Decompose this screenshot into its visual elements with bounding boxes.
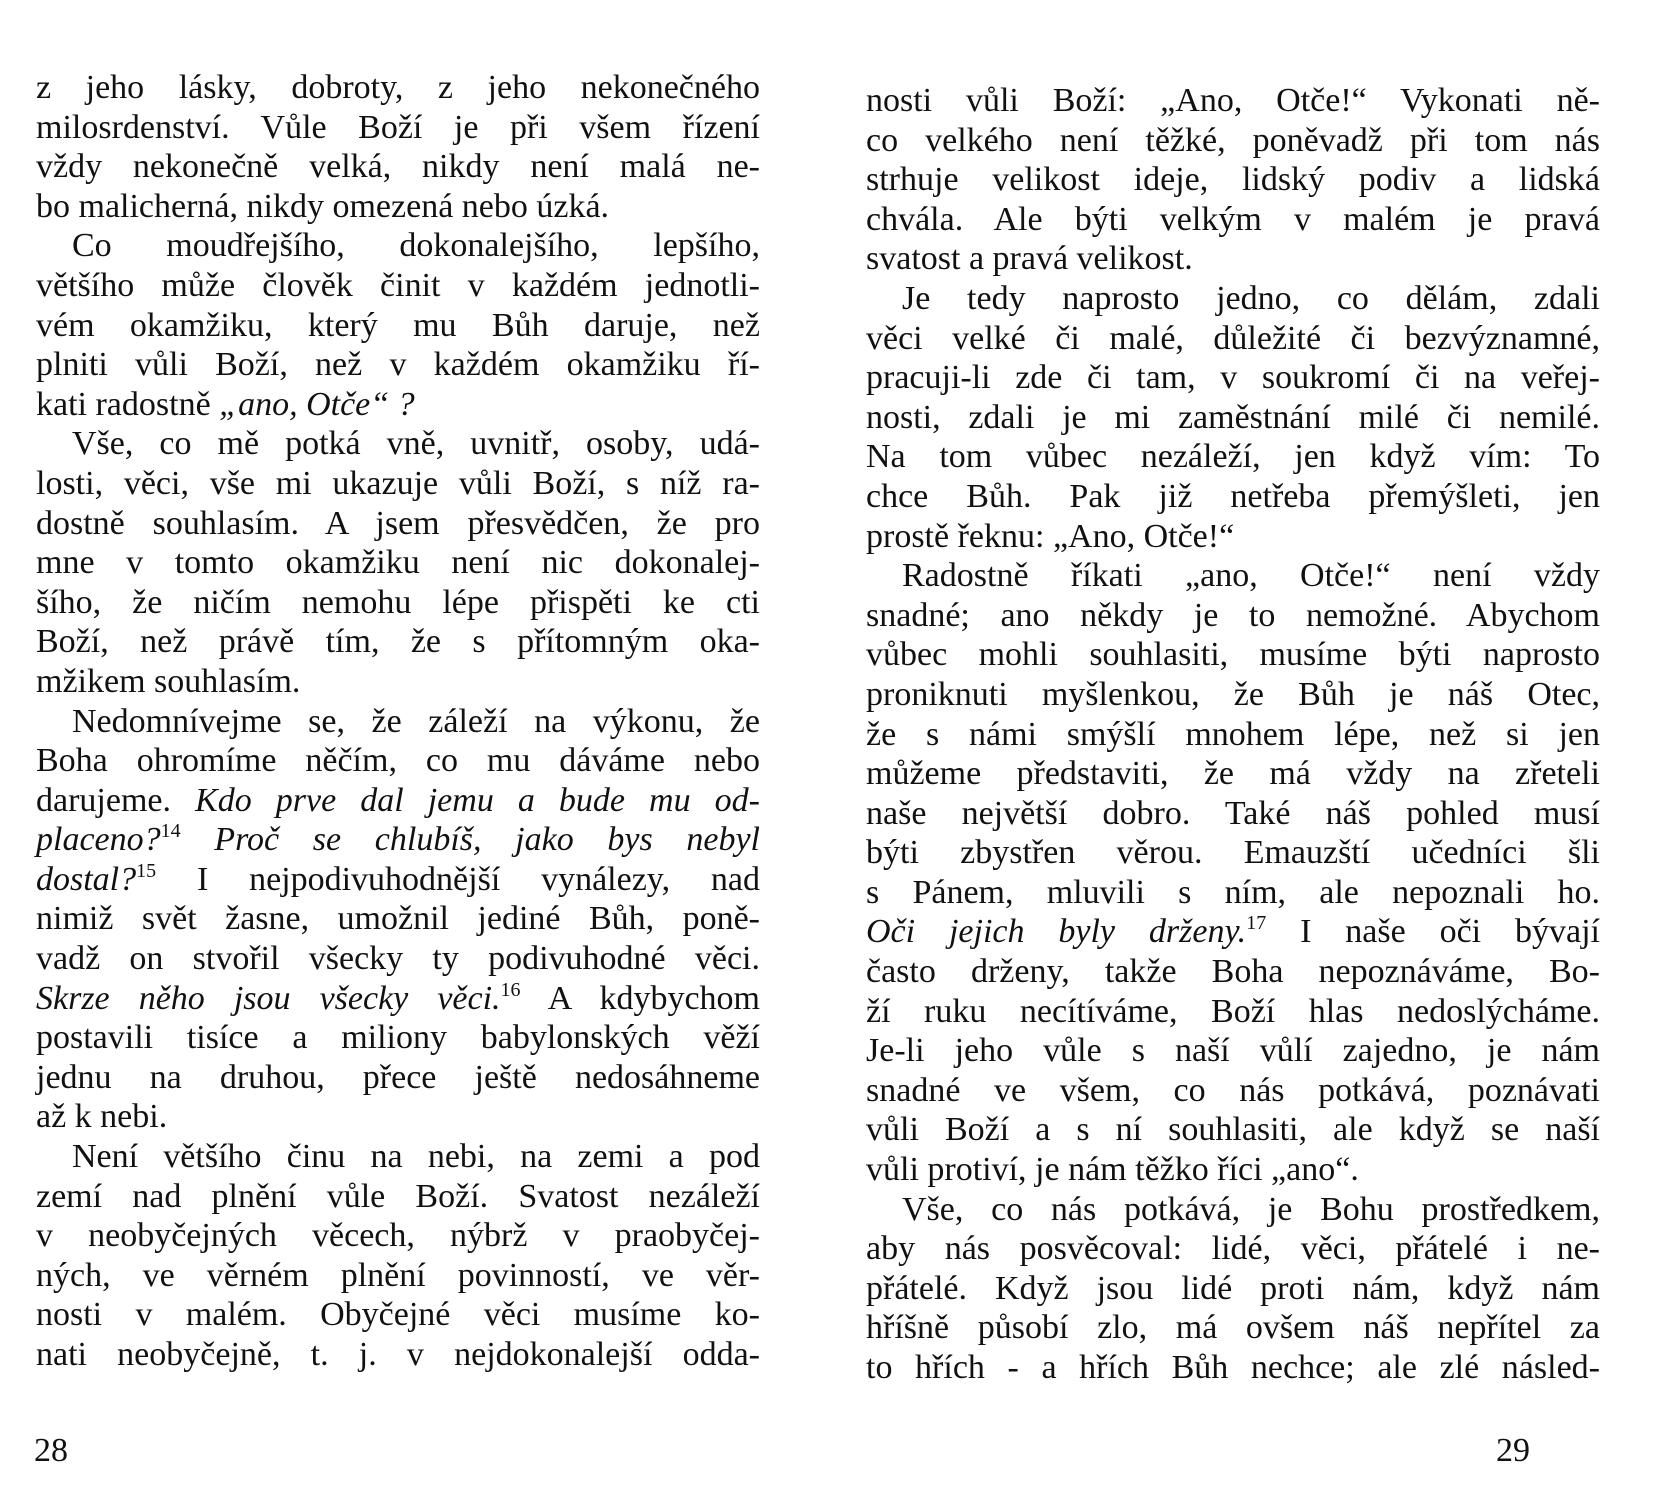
text-line xyxy=(866,715,1600,755)
text-segment: s Pánem, mluvili s ním, ale nepoznali ho. xyxy=(866,873,1600,911)
text-segment: dostně souhlasím. A jsem přesvědčen, že pro xyxy=(36,504,760,542)
text-segment: šího, že ničím nemohu lépe přispěti ke cti xyxy=(36,583,760,621)
text-line xyxy=(36,68,760,108)
text-line xyxy=(866,1269,1600,1309)
text-line xyxy=(866,1348,1600,1388)
text-line xyxy=(866,833,1600,873)
text-line xyxy=(866,279,1600,319)
text-line xyxy=(36,424,760,464)
text-segment: můžeme představiti, že má vždy na zřeteli xyxy=(866,755,1600,793)
text-line xyxy=(866,121,1600,161)
text-line xyxy=(36,1018,760,1058)
text-segment: přátelé. Když jsou lidé proti nám, když nám xyxy=(866,1269,1600,1307)
text-segment: Vše, co nás potkává, je Bohu prostředkem, xyxy=(902,1190,1600,1228)
text-segment: nosti, zdali je mi zaměstnání milé či nemilé. xyxy=(866,398,1600,436)
text-segment: Není většího činu na nebi, na zemi a pod xyxy=(72,1138,760,1176)
text-segment: darujeme. xyxy=(36,781,196,819)
text-segment: svatost a pravá velikost. xyxy=(866,240,1193,278)
text-line xyxy=(36,583,760,623)
text-line xyxy=(36,504,760,544)
text-segment: mne v tomto okamžiku není nic dokonalej- xyxy=(36,544,760,582)
text-segment: z jeho lásky, dobroty, z jeho nekonečného xyxy=(36,69,760,106)
text-line xyxy=(36,187,760,227)
right-page xyxy=(836,0,1600,1501)
text-line xyxy=(866,239,1600,279)
italic-quote: placeno? xyxy=(36,821,161,859)
text-segment: pracuji-li zde či tam, v soukromí či na veřej- xyxy=(866,359,1600,397)
text-segment: strhuje velikost ideje, lidský podiv a lidská xyxy=(866,161,1600,199)
text-segment: bo malicherná, nikdy omezená nebo úzká. xyxy=(36,187,610,225)
text-line xyxy=(36,820,760,860)
text-segment: většího může člověk činit v každém jednotli- xyxy=(36,266,760,304)
text-line xyxy=(36,622,760,662)
text-segment: to hřích - a hřích Bůh nechce; ale zlé násled- xyxy=(866,1349,1600,1386)
footnote-marker: 14 xyxy=(160,820,181,843)
text-line xyxy=(36,899,760,939)
text-line xyxy=(36,939,760,979)
text-segment: vždy nekonečně velká, nikdy není malá ne- xyxy=(36,148,760,186)
left-page-number: 28 xyxy=(34,1432,68,1469)
text-segment: Co moudřejšího, dokonalejšího, lepšího, xyxy=(72,227,760,265)
text-segment: býti zbystřen věrou. Emauzští učedníci šli xyxy=(866,834,1600,872)
text-line xyxy=(866,952,1600,992)
text-line xyxy=(36,1177,760,1217)
text-line xyxy=(36,979,760,1019)
text-segment: prostě řeknu: „Ano, Otče!“ xyxy=(866,517,1235,555)
footnote-marker: 17 xyxy=(1246,912,1267,935)
text-line xyxy=(866,635,1600,675)
text-line xyxy=(36,1137,760,1177)
text-line xyxy=(866,358,1600,398)
text-segment: Vše, co mě potká vně, uvnitř, osoby, udá- xyxy=(72,425,760,463)
text-segment: věci velké či malé, důležité či bezvýznamné, xyxy=(866,319,1600,357)
text-line xyxy=(36,781,760,821)
text-segment: vůli protiví, je nám těžko říci „ano“. xyxy=(866,1151,1359,1189)
text-line xyxy=(36,741,760,781)
left-page-text xyxy=(36,68,760,1375)
text-line xyxy=(36,1216,760,1256)
text-segment: Nedomnívejme se, že záleží na výkonu, že xyxy=(72,702,760,740)
text-line xyxy=(866,675,1600,715)
text-line xyxy=(866,1031,1600,1071)
text-line xyxy=(866,517,1600,557)
text-segment: až k nebi. xyxy=(36,1098,168,1136)
text-segment: nimiž svět žasne, umožnil jediné Bůh, poně- xyxy=(36,900,760,938)
text-line xyxy=(36,464,760,504)
italic-quote: Proč se chlubíš, jako bys nebyl xyxy=(180,821,760,859)
text-line xyxy=(36,543,760,583)
text-segment: vadž on stvořil všecky ty podivuhodné věci. xyxy=(36,940,760,978)
text-segment: Boží, než právě tím, že s přítomným oka- xyxy=(36,623,760,661)
text-line xyxy=(36,147,760,187)
text-line xyxy=(866,1229,1600,1269)
text-line xyxy=(36,1097,760,1137)
text-segment: ží ruku necítíváme, Boží hlas nedoslýcháme. xyxy=(866,992,1600,1030)
footnote-marker: 15 xyxy=(136,859,157,882)
text-line xyxy=(36,345,760,385)
left-page xyxy=(0,0,760,1501)
text-line xyxy=(36,108,760,148)
text-line xyxy=(866,1190,1600,1230)
text-segment: postavili tisíce a miliony babylonských věží xyxy=(36,1019,760,1057)
text-segment: I nejpodivuhodnější vynálezy, nad xyxy=(156,860,760,898)
text-line xyxy=(36,1058,760,1098)
text-segment: zemí nad plnění vůle Boží. Svatost nezáleží xyxy=(36,1177,760,1215)
text-line xyxy=(866,1110,1600,1150)
text-segment: plniti vůli Boží, než v každém okamžiku ří- xyxy=(36,346,760,384)
text-segment: chce Bůh. Pak již netřeba přemýšleti, jen xyxy=(866,477,1600,515)
text-line xyxy=(866,912,1600,952)
text-line xyxy=(36,385,760,425)
text-line xyxy=(866,81,1600,121)
italic-quote: Oči jejich byly drženy. xyxy=(866,913,1247,951)
text-line xyxy=(866,1071,1600,1111)
text-segment: naše největší dobro. Také náš pohled musí xyxy=(866,794,1600,832)
text-line xyxy=(866,477,1600,517)
text-line xyxy=(36,1256,760,1296)
text-line xyxy=(866,1308,1600,1348)
italic-quote: dostal? xyxy=(36,860,137,898)
text-line xyxy=(36,702,760,742)
text-line xyxy=(36,226,760,266)
text-segment: co velkého není těžké, poněvadž při tom nás xyxy=(866,121,1600,159)
text-segment: kati radostně xyxy=(36,385,220,423)
text-segment: Je-li jeho vůle s naší vůlí zajedno, je nám xyxy=(866,1032,1600,1070)
text-segment: Na tom vůbec nezáleží, jen když vím: To xyxy=(866,438,1600,476)
italic-quote: Skrze něho jsou všecky věci. xyxy=(36,979,501,1017)
right-page-text xyxy=(866,81,1600,1388)
text-segment: nosti v malém. Obyčejné věci musíme ko- xyxy=(36,1296,760,1334)
text-segment: často drženy, takže Boha nepoznáváme, Bo- xyxy=(866,953,1600,991)
text-line xyxy=(36,662,760,702)
text-segment: ných, ve věrném plnění povinností, ve věr- xyxy=(36,1256,760,1294)
text-segment: proniknuti myšlenkou, že Bůh je náš Otec, xyxy=(866,675,1600,713)
text-segment: nosti vůli Boží: „Ano, Otče!“ Vykonati ně- xyxy=(866,82,1600,119)
text-line xyxy=(866,200,1600,240)
text-segment: chvála. Ale býti velkým v malém je pravá xyxy=(866,200,1600,238)
text-segment: snadné; ano někdy je to nemožné. Abychom xyxy=(866,596,1600,634)
text-line xyxy=(36,860,760,900)
text-segment: Je tedy naprosto jedno, co dělám, zdali xyxy=(902,279,1600,317)
text-segment: vůli Boží a s ní souhlasiti, ale když se naší xyxy=(866,1111,1600,1149)
text-line xyxy=(36,266,760,306)
text-line xyxy=(866,556,1600,596)
footnote-marker: 16 xyxy=(500,978,521,1001)
text-segment: milosrdenství. Vůle Boží je při všem řízení xyxy=(36,108,760,146)
text-segment: I naše oči bývají xyxy=(1266,913,1600,951)
text-segment: mžikem souhlasím. xyxy=(36,662,301,700)
text-segment: vém okamžiku, který mu Bůh daruje, než xyxy=(36,306,760,344)
text-line xyxy=(36,306,760,346)
text-segment: vůbec mohli souhlasiti, musíme býti naprosto xyxy=(866,636,1600,674)
text-segment: Radostně říkati „ano, Otče!“ není vždy xyxy=(902,557,1600,595)
text-segment: snadné ve všem, co nás potkává, poznávati xyxy=(866,1071,1600,1109)
text-line xyxy=(866,754,1600,794)
text-segment: jednu na druhou, přece ještě nedosáhneme xyxy=(36,1058,760,1096)
right-page-number: 29 xyxy=(1496,1432,1530,1469)
text-segment: že s námi smýšlí mnohem lépe, než si jen xyxy=(866,715,1600,753)
text-line xyxy=(866,873,1600,913)
text-segment: nati neobyčejně, t. j. v nejdokonalejší odda- xyxy=(36,1336,760,1373)
text-line xyxy=(866,596,1600,636)
text-line xyxy=(866,160,1600,200)
text-line xyxy=(36,1335,760,1375)
text-segment: aby nás posvěcoval: lidé, věci, přátelé i ne- xyxy=(866,1230,1600,1268)
text-line xyxy=(36,1295,760,1335)
text-segment: losti, věci, vše mi ukazuje vůli Boží, s níž ra- xyxy=(36,464,760,502)
text-line xyxy=(866,437,1600,477)
text-segment: Boha ohromíme něčím, co mu dáváme nebo xyxy=(36,742,760,780)
text-line xyxy=(866,319,1600,359)
text-segment: A kdybychom xyxy=(520,979,760,1017)
italic-quote: „ano, Otče“ ? xyxy=(219,385,415,423)
text-line xyxy=(866,1150,1600,1190)
text-line xyxy=(866,992,1600,1032)
text-segment: hříšně působí zlo, má ovšem náš nepřítel za xyxy=(866,1309,1600,1347)
text-segment: v neobyčejných věcech, nýbrž v praobyčej- xyxy=(36,1217,760,1255)
italic-quote: Kdo prve dal jemu a bude mu od- xyxy=(195,781,760,819)
text-line xyxy=(866,398,1600,438)
text-line xyxy=(866,794,1600,834)
